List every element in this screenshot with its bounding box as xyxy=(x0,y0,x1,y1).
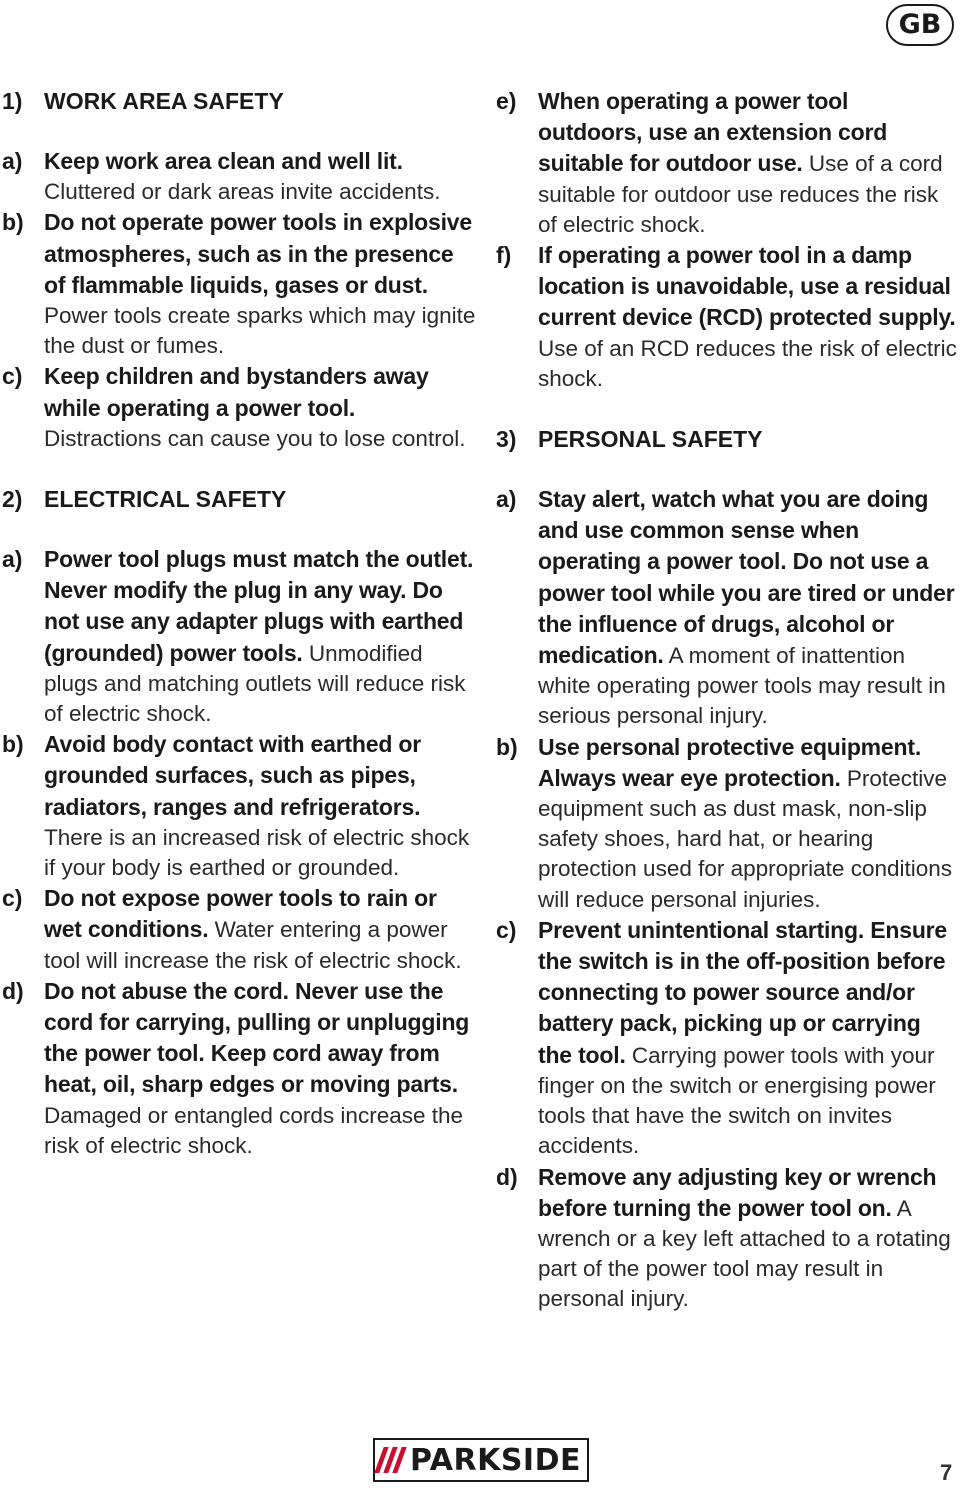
item-bold-text: When operating a power tool outdoors, use an extension cord suitable for outdoor use. xyxy=(538,88,888,177)
list-item xyxy=(2,544,478,729)
section-heading-electrical xyxy=(2,484,478,514)
list-item xyxy=(2,361,478,454)
item-text: Damaged or entangled cords increase the risk of electric shock. xyxy=(44,1102,464,1158)
section-heading-personal xyxy=(496,424,958,454)
item-text: Unmodified plugs and matching outlets will reduce risk of electric shock. xyxy=(44,640,466,727)
item-label: b) xyxy=(496,733,518,760)
item-text: Power tools create sparks which may ignite the dust or fumes. xyxy=(44,303,476,359)
item-bold-text: If operating a power tool in a damp location is unavoidable, use a residual current device (RCD) protected supply. xyxy=(538,242,956,331)
item-bold-text: Power tool plugs must match the outlet. Never modify the plug in any way. Do not use any adapter plugs with earthed (grounded) power tools. xyxy=(44,546,474,666)
section-number: 3) xyxy=(496,426,517,453)
section-number: 1) xyxy=(2,88,23,114)
item-bold-text: Keep work area clean and well lit. xyxy=(44,148,403,174)
item-text: Use of a cord suitable for outdoor use reduces the risk of electric shock. xyxy=(538,151,943,237)
item-label: d) xyxy=(496,1163,518,1190)
section-title: ELECTRICAL SAFETY xyxy=(44,486,287,513)
section-number: 2) xyxy=(2,486,23,513)
item-label: b) xyxy=(2,209,24,236)
item-label: f) xyxy=(496,242,512,269)
item-bold-text: Prevent unintentional starting. Ensure the switch is in the off-position before connecting to power source and/or battery pack, picking up or carrying the tool. xyxy=(538,916,948,1068)
list-item xyxy=(496,484,958,732)
item-text: Use of an RCD reduces the risk of electric shock. xyxy=(538,335,957,391)
item-label: c) xyxy=(2,363,23,390)
list-item xyxy=(2,883,478,976)
logo-slashes-icon xyxy=(379,1447,406,1473)
item-bold-text: Do not expose power tools to rain or wet conditions. xyxy=(44,885,437,943)
left-column xyxy=(2,86,478,1161)
item-text: A moment of inattention white operating power tools may result in serious personal injury. xyxy=(538,643,946,729)
section-title: WORK AREA SAFETY xyxy=(44,88,284,114)
item-label: a) xyxy=(2,148,23,174)
item-text: There is an increased risk of electric shock if your body is earthed or grounded. xyxy=(44,824,470,881)
list-item xyxy=(2,729,478,883)
item-label: b) xyxy=(2,731,24,758)
item-bold-text: Do not operate power tools in explosive atmospheres, such as in the presence of flammable liquids, gases or dust. xyxy=(44,209,472,298)
item-bold-text: Do not abuse the cord. Never use the cord for carrying, pulling or unplugging the power tool. Keep cord away from heat, oil, sharp edges or moving parts. xyxy=(44,977,470,1098)
list-item xyxy=(496,1162,958,1315)
right-column xyxy=(496,86,958,1315)
item-text: Cluttered or dark areas invite accidents. xyxy=(44,179,441,205)
item-text: A wrench or a key left attached to a rotating part of the power tool may result in personal injury. xyxy=(538,1195,951,1312)
list-item xyxy=(2,976,478,1161)
item-label: a) xyxy=(2,546,23,573)
list-item xyxy=(496,915,958,1162)
list-item xyxy=(496,86,958,240)
item-label: c) xyxy=(496,916,517,943)
item-text: Protective equipment such as dust mask, non-slip safety shoes, hard hat, or hearing protection used for appropriate conditions will reduce personal injuries. xyxy=(538,765,953,912)
item-label: d) xyxy=(2,977,24,1004)
list-item xyxy=(2,207,478,361)
list-item xyxy=(496,240,958,394)
logo-text: PARKSIDE xyxy=(410,1442,581,1478)
item-bold-text: Remove any adjusting key or wrench before turning the power tool on. xyxy=(538,1163,937,1221)
language-badge: GB xyxy=(886,4,954,46)
item-label: e) xyxy=(496,88,517,114)
section-title: PERSONAL SAFETY xyxy=(538,426,763,453)
item-label: a) xyxy=(496,486,517,513)
item-text: Water entering a power tool will increase the risk of electric shock. xyxy=(44,917,462,973)
page-number: 7 xyxy=(940,1460,953,1485)
list-item xyxy=(2,146,478,207)
item-bold-text: Avoid body contact with earthed or grounded surfaces, such as pipes, radiators, ranges and refrigerators. xyxy=(44,731,421,820)
item-bold-text: Keep children and bystanders away while operating a power tool. xyxy=(44,363,429,421)
item-bold-text: Stay alert, watch what you are doing and use common sense when operating a power tool. Do not use a power tool while you are tired or under the influence of drugs, alcohol or medication. xyxy=(538,486,955,669)
section-heading-work-area xyxy=(2,86,478,116)
parkside-logo xyxy=(358,1437,604,1483)
item-text: Carrying power tools with your finger on the switch or energising power tools that have the switch on invites accidents. xyxy=(538,1042,936,1159)
item-bold-text: Use personal protective equipment. Always wear eye protection. xyxy=(538,733,922,791)
item-label: c) xyxy=(2,885,23,912)
item-text: Distractions can cause you to lose control. xyxy=(44,425,466,451)
list-item xyxy=(496,732,958,915)
